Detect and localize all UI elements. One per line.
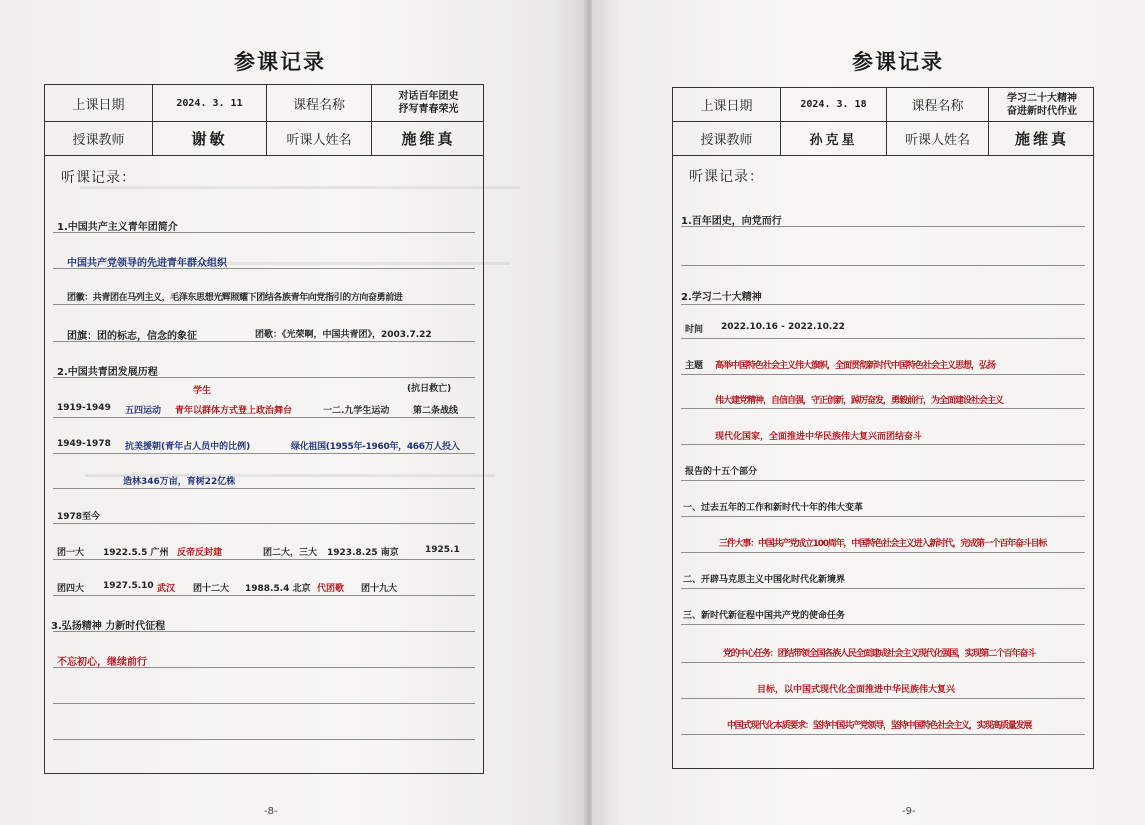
note-line: 时间 [685,325,704,335]
note-line: 团一大 [57,548,85,558]
note-line: 1919-1949 [57,403,111,413]
note-line: 反帝反封建 [177,548,223,558]
rule-line [681,338,1085,339]
note-line: 五四运动 [125,406,162,416]
note-line: 团二大，三大 [263,548,318,558]
note-line: 造林346万亩，育树22亿株 [123,477,236,487]
note-line: 高举中国特色社会主义伟大旗帜，全面贯彻新时代中国特色社会主义思想，弘扬 [715,361,996,371]
note-annotation: (抗日救亡) [407,384,452,394]
teacher-value: 孙克星 [781,122,887,155]
note-line: 一二.九学生运动 [323,406,390,416]
record-label: 听课记录： [61,170,136,186]
note-heading-3: 3.弘扬精神 力新时代征程 [51,621,166,632]
note-line: 1922.5.5 广州 [103,548,169,558]
date-value: 2024. 3. 11 [153,85,267,121]
rule-line [53,417,475,418]
note-line: 中国共产党领导的先进青年群众组织 [67,258,227,269]
rule-line [53,304,475,305]
note-line: 青年以群体方式登上政治舞台 [175,406,293,416]
note-heading-5: 三、新时代新征程中国共产党的使命任务 [683,611,846,621]
rule-line [681,552,1085,553]
rule-line [681,588,1085,589]
note-line: 团徽：共青团在马列主义，毛泽东思想光辉照耀下团结各族青年向党指引的方向奋勇前进 [67,293,403,303]
rule-line [681,265,1085,266]
note-heading-2: 2.学习二十大精神 [681,292,762,303]
listener-label: 听课人姓名 [887,122,989,155]
record-label: 听课记录： [689,169,764,185]
note-line: 1923.8.25 南京 [327,548,399,558]
course-value-line-2: 奋进新时代作业 [1007,105,1077,117]
note-line: 团十二大 [193,584,230,594]
course-value-line-1: 学习二十大精神 [1007,92,1077,104]
course-value-line-1: 对话百年团史 [398,91,459,102]
note-line: 不忘初心，继续前行 [57,657,147,668]
rule-line [53,559,475,560]
note-line: 现代化国家，全面推进中华民族伟大复兴而团结奋斗 [715,432,923,442]
page-title: 参课记录 [234,49,326,74]
note-line: 伟大建党精神，自信自强，守正创新，踔厉奋发，勇毅前行，为全面建设社会主义 [715,396,1004,406]
note-line: 武汉 [157,584,176,594]
rule-line [53,523,475,524]
note-heading-3: 一、过去五年的工作和新时代十年的伟大变革 [683,503,864,513]
header-row-2 [673,122,1093,156]
note-line: 1978至今 [57,512,101,522]
right-page [592,0,1145,825]
note-line: 2022.10.16 - 2022.10.22 [721,322,845,332]
date-value: 2024. 3. 18 [781,88,887,121]
note-line: 1927.5.10 [103,581,154,591]
rule-line [681,698,1085,699]
rule-line [681,734,1085,735]
listener-value: 施维真 [401,130,456,148]
note-heading-1: 1.中国共产主义青年团简介 [57,222,178,233]
note-line: 中国式现代化本质要求：坚持中国共产党领导，坚持中国特色社会主义，实现高质量发展 [727,721,1032,731]
header-row-1 [673,88,1093,122]
note-line: 1925.1 [425,545,460,555]
record-form [672,87,1094,769]
rule-line [681,662,1085,663]
note-line: 抗美援朝(青年占人员中的比例) [125,442,251,452]
teacher-label: 授课教师 [45,122,153,155]
note-heading-4: 二、开辟马克思主义中国化时代化新境界 [683,575,846,585]
note-line: 报告的十五个部分 [685,467,758,477]
note-line: 绿化祖国(1955年-1960年，466万人投入 [291,442,460,452]
note-line: 1949-1978 [57,439,111,449]
header-row-2 [45,122,483,156]
note-heading-2: 2.中国共青团发展历程 [57,367,158,378]
note-line: 1988.5.4 北京 [245,584,311,594]
rule-line [681,374,1085,375]
rule-line [681,516,1085,517]
page-number: -9- [902,806,916,817]
note-line: 三件大事：中国共产党成立100周年，中国特色社会主义进入新时代，完成第一个百年奋斗目标 [719,539,1047,549]
note-line: 团十九大 [361,584,398,594]
note-line: 第二条战线 [413,406,459,416]
note-line: 团旗：团的标志，信念的象征 [67,331,197,342]
record-form [44,84,484,774]
page-title: 参课记录 [852,49,944,74]
note-line: 代团歌 [317,584,345,594]
course-value [372,85,485,121]
note-line: 目标，以中国式现代化全面推进中华民族伟大复兴 [757,685,956,695]
note-annotation: 学生 [193,386,212,396]
header-row-1 [45,85,483,122]
course-label: 课程名称 [267,85,372,121]
rule-line [681,408,1085,409]
note-line: 党的中心任务：团结带领全国各族人民全面建成社会主义现代化强国，实现第二个百年奋斗 [723,649,1036,659]
rule-line [681,444,1085,445]
teacher-value: 谢敏 [153,122,267,155]
note-line: 团歌：《光荣啊，中国共青团》，2003.7.22 [255,330,432,340]
rule-line [53,453,475,454]
note-line: 团四大 [57,584,85,594]
teacher-label: 授课教师 [673,122,781,155]
rule-line [681,480,1085,481]
rule-line [53,739,475,740]
note-line: 主题 [685,361,704,371]
listener-label: 听课人姓名 [267,122,372,155]
listener-value: 施维真 [1014,130,1069,148]
rule-line [681,624,1085,625]
rule-line [53,703,475,704]
course-label: 课程名称 [887,88,989,121]
course-value-line-2: 抒写青春荣光 [398,104,459,115]
note-heading-1: 1.百年团史，向党而行 [681,216,782,227]
rule-line [53,488,475,489]
course-value [989,88,1095,121]
date-label: 上课日期 [45,85,153,121]
page-number: -8- [264,806,278,817]
rule-line [681,304,1085,305]
rule-line [53,595,475,596]
date-label: 上课日期 [673,88,781,121]
